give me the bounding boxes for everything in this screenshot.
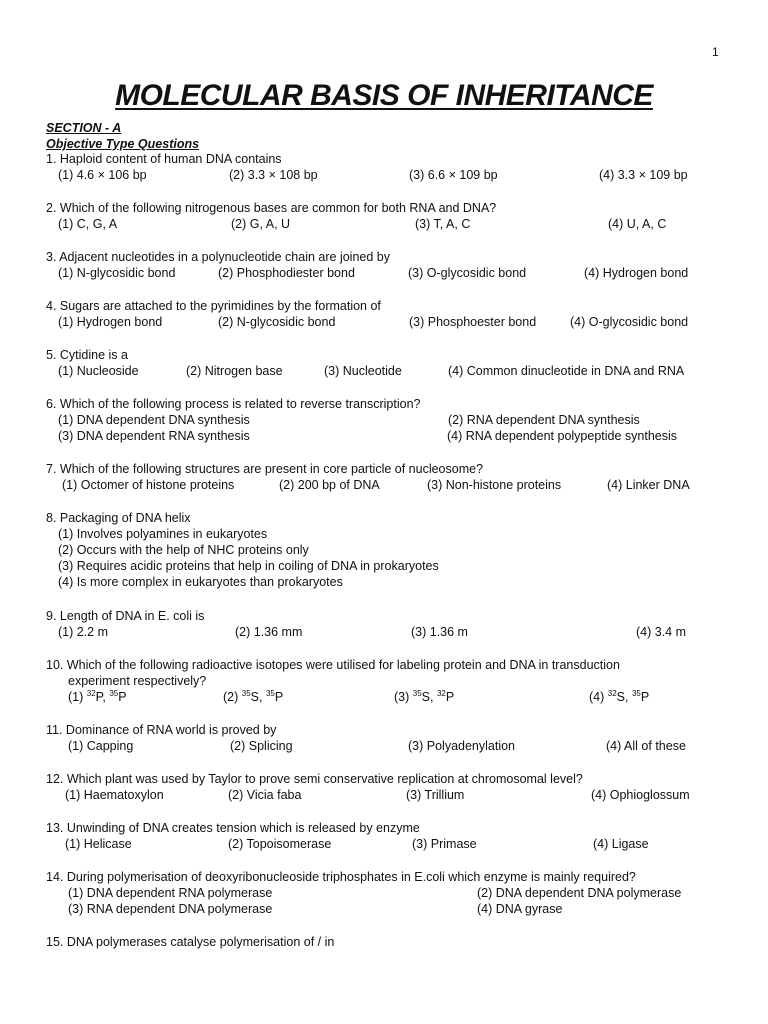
answer-option: (3) DNA dependent RNA synthesis xyxy=(58,429,250,443)
question-text: 11. Dominance of RNA world is proved by xyxy=(46,723,277,737)
answer-option: (4) Ligase xyxy=(593,837,649,851)
answer-option: (1) Octomer of histone proteins xyxy=(62,478,235,492)
answer-option: (2) RNA dependent DNA synthesis xyxy=(448,413,640,427)
question-13 xyxy=(46,820,746,852)
question-6 xyxy=(46,396,746,444)
question-text-continued: experiment respectively? xyxy=(68,674,207,688)
option-row xyxy=(46,216,746,232)
answer-option: (1) 2.2 m xyxy=(58,625,109,639)
answer-option: (3) T, A, C xyxy=(415,217,471,231)
answer-option: (4) U, A, C xyxy=(608,217,667,231)
answer-option: (2) $^{35}$S, $^{35}$P xyxy=(223,689,284,704)
answer-option: (2) Vicia faba xyxy=(228,788,302,802)
option-row xyxy=(46,412,746,428)
option-row xyxy=(46,558,746,574)
answer-option: (4) Common dinucleotide in DNA and RNA xyxy=(448,364,685,378)
question-11 xyxy=(46,722,746,754)
question-text: 3. Adjacent nucleotides in a polynucleotide chain are joined by xyxy=(46,250,390,264)
question-text: 8. Packaging of DNA helix xyxy=(46,511,191,525)
option-row xyxy=(46,542,746,558)
option-row xyxy=(46,624,746,640)
option-row xyxy=(46,836,746,852)
option-row xyxy=(46,787,746,803)
section-heading: SECTION - A xyxy=(46,121,122,135)
question-text: 15. DNA polymerases catalyse polymerisation of / in xyxy=(46,935,335,949)
answer-option: (3) Polyadenylation xyxy=(408,739,516,753)
answer-option: (4) All of these xyxy=(606,739,686,753)
answer-option: (1) C, G, A xyxy=(58,217,118,231)
answer-option: (3) 6.6 × 109 bp xyxy=(409,168,498,182)
answer-option: (1) Involves polyamines in eukaryotes xyxy=(58,527,268,541)
question-text: 14. During polymerisation of deoxyribonucleoside triphosphates in E.coli which enzyme is mainly required? xyxy=(46,870,636,884)
option-row xyxy=(46,526,746,542)
answer-option: (1) Capping xyxy=(68,739,134,753)
question-text: 2. Which of the following nitrogenous bases are common for both RNA and DNA? xyxy=(46,201,497,215)
option-row xyxy=(46,477,746,493)
question-2 xyxy=(46,200,746,232)
answer-option: (1) 4.6 × 106 bp xyxy=(58,168,147,182)
answer-option: (1) Helicase xyxy=(65,837,132,851)
subsection-heading: Objective Type Questions xyxy=(46,137,200,151)
question-8 xyxy=(46,510,746,590)
answer-option: (4) $^{32}$S, $^{35}$P xyxy=(589,689,650,704)
answer-option: (1) DNA dependent RNA polymerase xyxy=(68,886,273,900)
answer-option: (2) N-glycosidic bond xyxy=(218,315,336,329)
answer-option: (4) RNA dependent polypeptide synthesis xyxy=(447,429,678,443)
answer-option: (2) DNA dependent DNA polymerase xyxy=(477,886,682,900)
question-text: 5. Cytidine is a xyxy=(46,348,128,362)
answer-option: (4) Is more complex in eukaryotes than prokaryotes xyxy=(58,575,343,589)
question-1 xyxy=(46,151,746,183)
option-row xyxy=(46,901,746,917)
question-text: 4. Sugars are attached to the pyrimidines by the formation of xyxy=(46,299,381,313)
answer-option: (2) G, A, U xyxy=(231,217,291,231)
answer-option: (1) $^{32}$P, $^{35}$P xyxy=(68,689,127,704)
question-7 xyxy=(46,461,746,493)
question-9 xyxy=(46,608,746,640)
option-row xyxy=(46,314,746,330)
answer-option: (4) 3.3 × 109 bp xyxy=(599,168,688,182)
option-row xyxy=(46,428,746,444)
answer-option: (1) Nucleoside xyxy=(58,364,139,378)
answer-option: (3) Phosphoester bond xyxy=(409,315,537,329)
page-number: 1 xyxy=(712,45,719,59)
question-text: 1. Haploid content of human DNA contains xyxy=(46,152,282,166)
answer-option: (1) Haematoxylon xyxy=(65,788,164,802)
title-text: MOLECULAR BASIS OF INHERITANCE xyxy=(115,79,653,112)
answer-option: (1) DNA dependent DNA synthesis xyxy=(58,413,250,427)
answer-option: (4) O-glycosidic bond xyxy=(570,315,689,329)
answer-option: (4) DNA gyrase xyxy=(477,902,563,916)
option-row xyxy=(46,167,746,183)
answer-option: (2) Phosphodiester bond xyxy=(218,266,355,280)
question-10 xyxy=(46,657,746,705)
answer-option: (2) 1.36 mm xyxy=(235,625,303,639)
option-row xyxy=(46,574,746,590)
question-text: 12. Which plant was used by Taylor to prove semi conservative replication at chromosomal level? xyxy=(46,772,583,786)
answer-option: (1) N-glycosidic bond xyxy=(58,266,176,280)
question-5 xyxy=(46,347,746,379)
question-4 xyxy=(46,298,746,330)
question-text: 13. Unwinding of DNA creates tension which is released by enzyme xyxy=(46,821,420,835)
answer-option: (4) Linker DNA xyxy=(607,478,690,492)
answer-option: (2) Topoisomerase xyxy=(228,837,332,851)
question-text: 7. Which of the following structures are present in core particle of nucleosome? xyxy=(46,462,484,476)
page-title xyxy=(0,79,768,113)
answer-option: (4) 3.4 m xyxy=(636,625,687,639)
answer-option: (2) Nitrogen base xyxy=(186,364,283,378)
answer-option: (3) Requires acidic proteins that help in coiling of DNA in prokaryotes xyxy=(58,559,439,573)
answer-option: (2) Occurs with the help of NHC proteins only xyxy=(58,543,309,557)
answer-option: (3) Non-histone proteins xyxy=(427,478,562,492)
question-15 xyxy=(46,934,746,950)
answer-option: (3) Nucleotide xyxy=(324,364,402,378)
answer-option: (2) Splicing xyxy=(230,739,293,753)
question-3 xyxy=(46,249,746,281)
answer-option: (3) 1.36 m xyxy=(411,625,468,639)
answer-option: (4) Ophioglossum xyxy=(591,788,690,802)
option-row xyxy=(46,689,746,705)
option-row xyxy=(46,265,746,281)
answer-option: (4) Hydrogen bond xyxy=(584,266,689,280)
option-row xyxy=(46,363,746,379)
question-text: 9. Length of DNA in E. coli is xyxy=(46,609,205,623)
question-text: 10. Which of the following radioactive isotopes were utilised for labeling protein and DNA in transduction xyxy=(46,658,620,672)
answer-option: (3) Primase xyxy=(412,837,477,851)
answer-option: (3) $^{35}$S, $^{32}$P xyxy=(394,689,455,704)
answer-option: (1) Hydrogen bond xyxy=(58,315,163,329)
option-row xyxy=(46,738,746,754)
answer-option: (3) O-glycosidic bond xyxy=(408,266,527,280)
option-row xyxy=(46,885,746,901)
answer-option: (2) 3.3 × 108 bp xyxy=(229,168,318,182)
question-14 xyxy=(46,869,746,917)
answer-option: (2) 200 bp of DNA xyxy=(279,478,380,492)
answer-option: (3) Trillium xyxy=(406,788,465,802)
question-text: 6. Which of the following process is related to reverse transcription? xyxy=(46,397,421,411)
question-12 xyxy=(46,771,746,803)
answer-option: (3) RNA dependent DNA polymerase xyxy=(68,902,273,916)
